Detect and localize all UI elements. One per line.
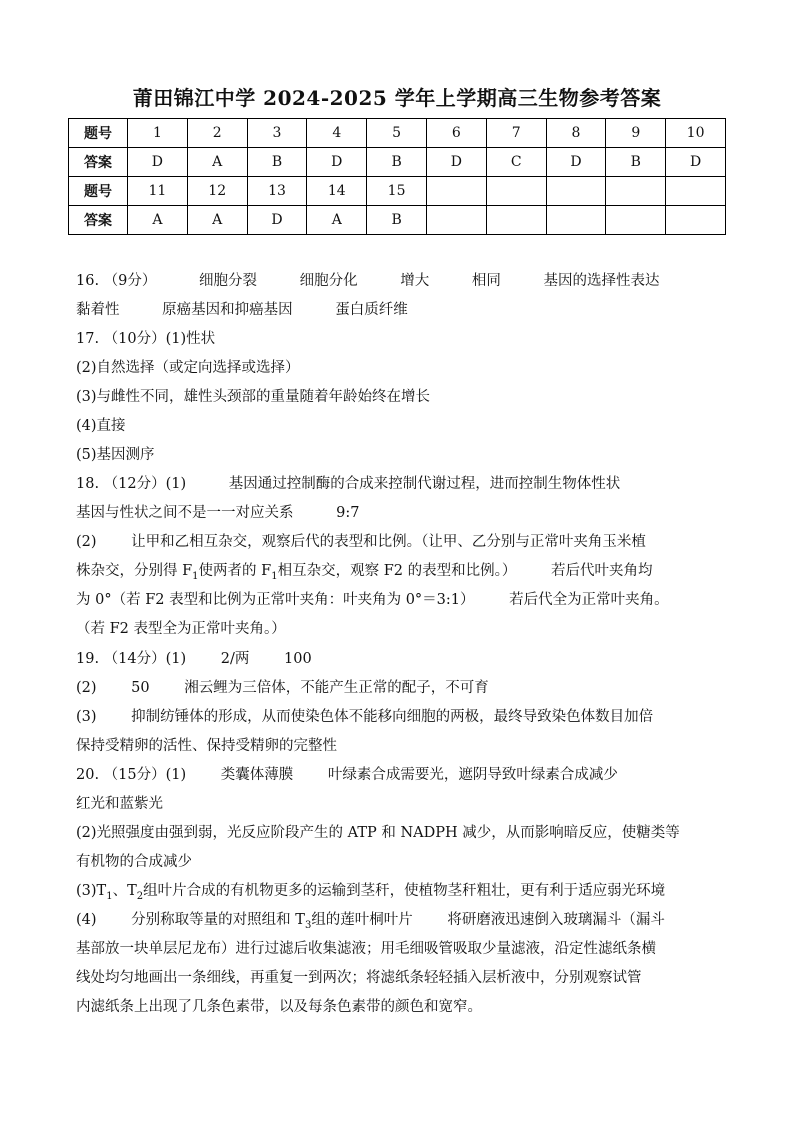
table-cell: 13 xyxy=(247,177,307,206)
q18-line xyxy=(76,532,646,552)
q20-text: 类囊体薄膜 xyxy=(220,767,294,783)
table-row xyxy=(69,177,726,206)
q20-line xyxy=(76,765,618,785)
q18-text: 株杂交，分别得 F xyxy=(76,563,193,579)
q18-line xyxy=(76,474,620,494)
table-cell: 2 xyxy=(187,119,247,148)
q20-line xyxy=(76,910,665,936)
q19-text: 湘云鲤为三倍体，不能产生正常的配子，不可育 xyxy=(184,680,489,696)
q19-head: (2) xyxy=(76,680,97,696)
q18-text: 基因通过控制酶的合成来控制代谢过程，进而控制生物体性状 xyxy=(228,476,621,492)
table-cell: 6 xyxy=(426,119,486,148)
table-cell: 8 xyxy=(546,119,606,148)
q17-line: (4)直接 xyxy=(76,418,126,434)
table-cell: A xyxy=(128,206,188,235)
q16-line-2 xyxy=(76,300,408,320)
table-cell: 15 xyxy=(367,177,427,206)
table-row xyxy=(69,119,726,148)
q16-item: 基因的选择性表达 xyxy=(543,273,660,289)
subscript: 2 xyxy=(136,890,144,902)
table-cell xyxy=(666,177,726,206)
table-cell: A xyxy=(307,206,367,235)
q18-line xyxy=(76,590,669,610)
table-cell: A xyxy=(187,206,247,235)
q16-item: 相同 xyxy=(471,273,501,289)
table-cell: 10 xyxy=(666,119,726,148)
q19-line xyxy=(76,649,312,669)
table-cell: B xyxy=(367,206,427,235)
q18-text: 若后代全为正常叶夹角。 xyxy=(509,592,669,608)
table-cell xyxy=(486,177,546,206)
table-cell: 5 xyxy=(367,119,427,148)
q20-text: 、T xyxy=(112,883,137,899)
q17-line: (5)基因测序 xyxy=(76,447,155,463)
table-cell: 14 xyxy=(307,177,367,206)
q16-item: 蛋白质纤维 xyxy=(335,302,408,318)
table-cell: 7 xyxy=(486,119,546,148)
table-cell xyxy=(606,206,666,235)
q20-line: 红光和蓝紫光 xyxy=(76,796,163,812)
table-cell: 4 xyxy=(307,119,367,148)
table-cell xyxy=(426,206,486,235)
table-cell: 12 xyxy=(187,177,247,206)
q19-text: 100 xyxy=(284,651,312,667)
subscript: 1 xyxy=(106,890,113,902)
q20-text: 将研磨液迅速倒入玻璃漏斗（漏斗 xyxy=(447,912,665,928)
q19-line xyxy=(76,678,489,698)
q20-line: 线处均匀地画出一条细线，再重复一到两次；将滤纸条轻轻插入层析液中，分别观察试管 xyxy=(76,970,642,986)
table-cell: D xyxy=(247,206,307,235)
row-header-question: 题号 xyxy=(69,177,128,206)
q18-text: 相互杂交，观察 F2 的表型和比例。） xyxy=(277,563,517,579)
q17-line: (3)与雌性不同，雄性头颈部的重量随着年龄始终在增长 xyxy=(76,389,431,405)
table-cell xyxy=(486,206,546,235)
q17-line: (2)自然选择（或定向选择或选择） xyxy=(76,360,300,376)
q18-line xyxy=(76,503,359,523)
q20-head: (4) xyxy=(76,912,97,928)
q16-item: 细胞分化 xyxy=(299,273,358,289)
q16-item: 增大 xyxy=(400,273,430,289)
q20-line: 有机物的合成减少 xyxy=(76,854,192,870)
q18-text: 为 0°（若 F2 表型和比例为正常叶夹角：叶夹角为 0°＝3:1） xyxy=(76,592,475,608)
table-cell: 1 xyxy=(128,119,188,148)
q20-text: 组的莲叶桐叶片 xyxy=(311,912,413,928)
table-cell xyxy=(666,206,726,235)
subscript: 3 xyxy=(304,919,312,931)
table-cell: C xyxy=(486,148,546,177)
q20-head: 20. （15分）(1) xyxy=(76,767,187,783)
q16-head: 16. （9分） xyxy=(76,273,157,289)
q16-item: 黏着性 xyxy=(76,302,120,318)
q16-item: 细胞分裂 xyxy=(199,273,258,289)
row-header-answer: 答案 xyxy=(69,206,128,235)
table-cell: D xyxy=(128,148,188,177)
table-cell: B xyxy=(606,148,666,177)
table-cell: D xyxy=(307,148,367,177)
table-cell xyxy=(426,177,486,206)
q19-line xyxy=(76,707,653,727)
q19-text: 50 xyxy=(131,680,150,696)
table-cell: 11 xyxy=(128,177,188,206)
table-cell: B xyxy=(367,148,427,177)
q18-text: 让甲和乙相互杂交，观察后代的表型和比例。（让甲、乙分别与正常叶夹角玉米植 xyxy=(131,534,646,550)
row-header-question: 题号 xyxy=(69,119,128,148)
q19-head: 19. （14分）(1) xyxy=(76,651,187,667)
q16-line-1 xyxy=(76,271,659,291)
table-cell xyxy=(546,177,606,206)
subscript: 1 xyxy=(192,570,199,582)
q20-text: 叶绿素合成需要光，遮阴导致叶绿素合成减少 xyxy=(327,767,618,783)
q18-text: 基因与性状之间不是一一对应关系 xyxy=(76,505,294,521)
q20-text: 组叶片合成的有机物更多的运输到茎秆，使植物茎秆粗壮，更有利于适应弱光环境 xyxy=(143,883,666,899)
q19-head: (3) xyxy=(76,709,97,725)
q18-head: (2) xyxy=(76,534,97,550)
table-row xyxy=(69,148,726,177)
page-title: 莆田锦江中学 2024-2025 学年上学期高三生物参考答案 xyxy=(132,86,662,110)
table-cell: D xyxy=(426,148,486,177)
q18-ratio: 9:7 xyxy=(336,505,360,521)
q18-text: 若后代叶夹角均 xyxy=(550,563,653,579)
table-cell: D xyxy=(666,148,726,177)
q19-text: 抑制纺锤体的形成，从而使染色体不能移向细胞的两极，最终导致染色体数目加倍 xyxy=(131,709,654,725)
q18-head: 18. （12分）(1) xyxy=(76,476,187,492)
q20-text: (3)T xyxy=(76,883,107,899)
q17-line: 17. （10分）(1)性状 xyxy=(76,331,216,347)
row-header-answer: 答案 xyxy=(69,148,128,177)
q18-line xyxy=(76,561,652,587)
q19-line: 保持受精卵的活性、保持受精卵的完整性 xyxy=(76,738,337,754)
table-cell xyxy=(546,206,606,235)
table-cell: 3 xyxy=(247,119,307,148)
q20-line: 内滤纸条上出现了几条色素带，以及每条色素带的颜色和宽窄。 xyxy=(76,999,482,1015)
table-row xyxy=(69,206,726,235)
table-cell: B xyxy=(247,148,307,177)
q18-line: （若 F2 表型全为正常叶夹角。） xyxy=(76,621,286,637)
q20-line: 基部放一块单层尼龙布）进行过滤后收集滤液；用毛细吸管吸取少量滤液，沿定性滤纸条横 xyxy=(76,941,656,957)
table-cell: A xyxy=(187,148,247,177)
q20-text: 分别称取等量的对照组和 T xyxy=(131,912,305,928)
table-cell xyxy=(606,177,666,206)
table-cell: 9 xyxy=(606,119,666,148)
answer-table xyxy=(68,118,726,235)
table-cell: D xyxy=(546,148,606,177)
q16-item: 原癌基因和抑癌基因 xyxy=(162,302,293,318)
subscript: 1 xyxy=(271,570,278,582)
q20-line xyxy=(76,881,665,907)
q19-text: 2/两 xyxy=(220,651,250,667)
q20-line: (2)光照强度由强到弱，光反应阶段产生的 ATP 和 NADPH 减少，从而影响暗反应，使糖类等 xyxy=(76,825,680,841)
q18-text: 使两者的 F xyxy=(198,563,272,579)
